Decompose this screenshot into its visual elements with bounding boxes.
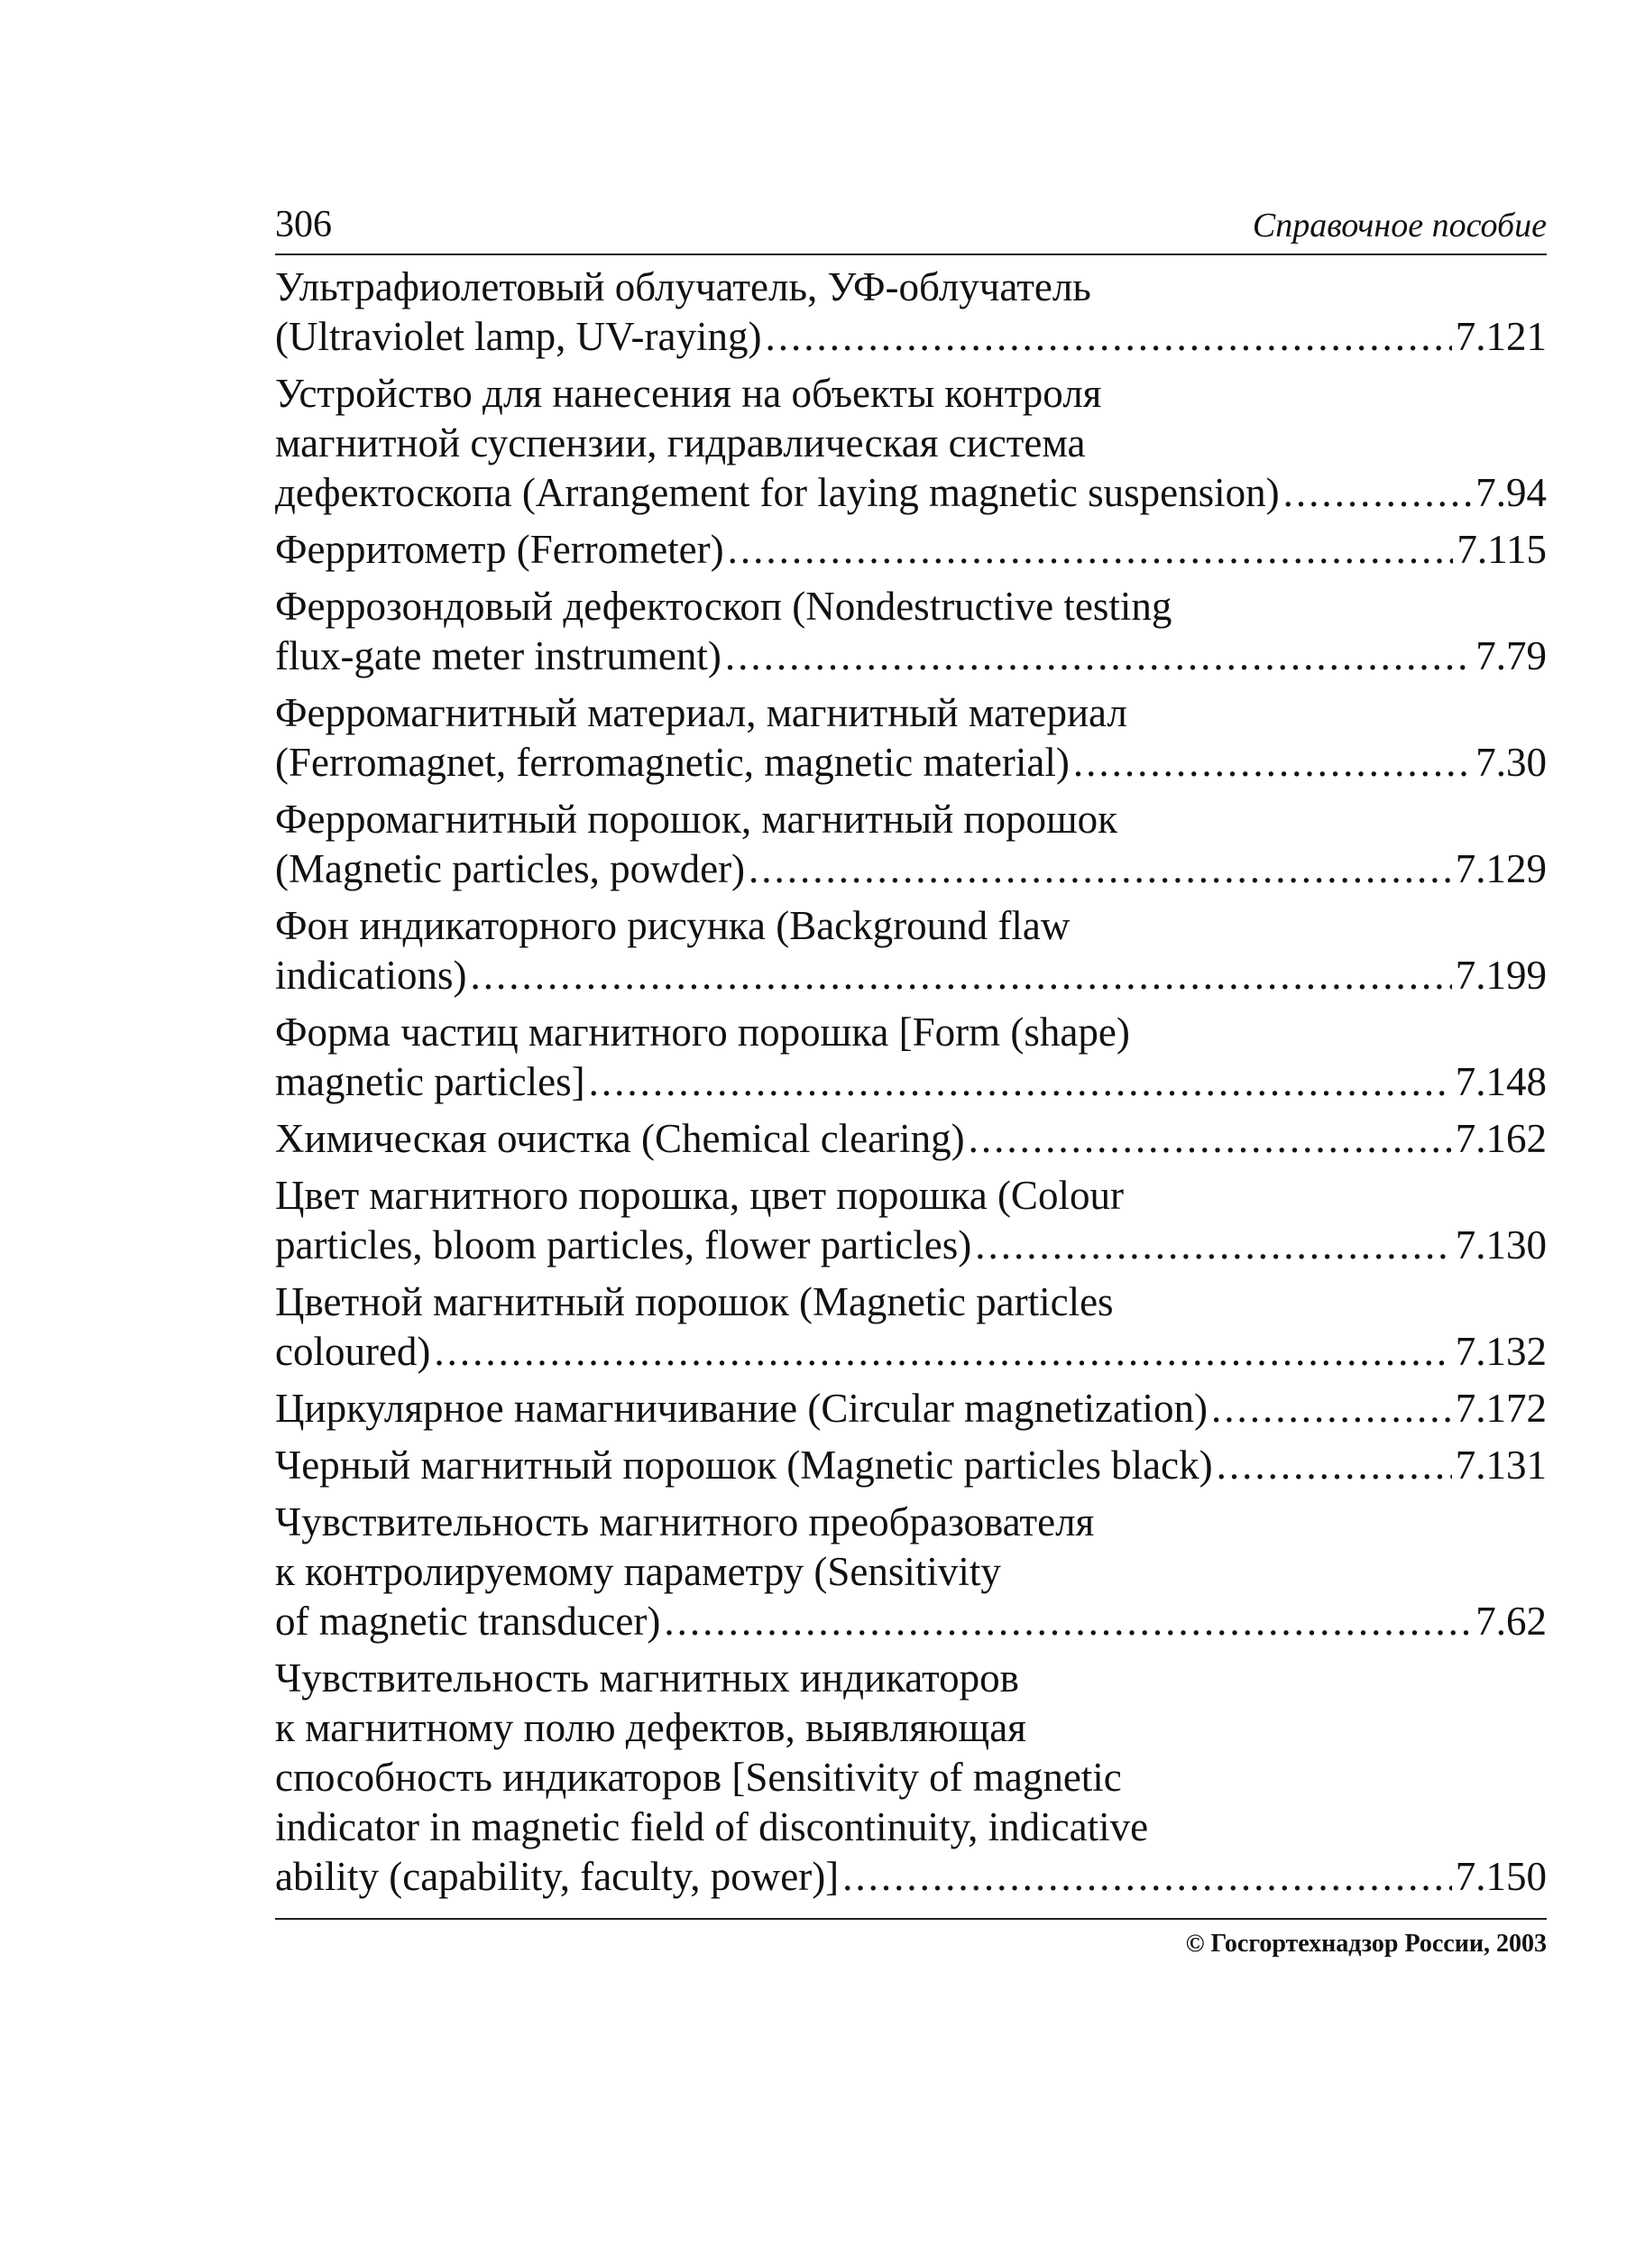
section-reference: 7.132 [1455, 1329, 1547, 1374]
dot-leader [725, 632, 1472, 681]
entry-text-line: дефектоскопа (Arrangement for laying magnetic suspension) [275, 470, 1280, 515]
index-entry [275, 369, 1547, 518]
dot-leader [589, 1057, 1452, 1107]
dot-leader [664, 1597, 1472, 1646]
section-reference: 7.148 [1455, 1059, 1547, 1104]
header-title: Справочное пособие [1252, 207, 1547, 244]
entry-text-line: Фон индикаторного рисунка (Background flaw [275, 903, 1071, 948]
dot-leader [1283, 468, 1473, 518]
entry-text-line: Ферромагнитный материал, магнитный материал [275, 690, 1127, 735]
entry-text-line: particles, bloom particles, flower particles) [275, 1222, 972, 1268]
entry-text-line: Чувствительность магнитных индикаторов [275, 1655, 1019, 1701]
dot-leader [1073, 738, 1472, 788]
page [275, 203, 1547, 1959]
index-entry [275, 1171, 1547, 1270]
entry-last-line [275, 1852, 1547, 1902]
index-entry [275, 688, 1547, 788]
entry-text-line: Форма частиц магнитного порошка [Form (shape) [275, 1010, 1130, 1055]
entry-last-line [275, 844, 1547, 894]
section-reference: 7.30 [1475, 740, 1547, 785]
section-reference: 7.115 [1457, 527, 1547, 572]
entry-text-line: Черный магнитный порошок (Magnetic particles black) [275, 1443, 1213, 1488]
entry-text-line: ability (capability, faculty, power)] [275, 1854, 840, 1899]
entry-last-line [275, 951, 1547, 1000]
running-header [275, 203, 1547, 255]
section-reference: 7.130 [1455, 1222, 1547, 1268]
entry-text-line: (Ferromagnet, ferromagnetic, magnetic material) [275, 740, 1070, 785]
section-reference: 7.94 [1475, 470, 1547, 515]
dot-leader [1217, 1441, 1452, 1490]
entry-last-line [275, 525, 1547, 575]
entry-last-line [275, 1327, 1547, 1377]
dot-leader [434, 1327, 1451, 1377]
entry-text-line: Цветной магнитный порошок (Magnetic particles [275, 1279, 1114, 1324]
entry-text-line: Чувствительность магнитного преобразователя [275, 1499, 1095, 1544]
index-entry [275, 795, 1547, 894]
section-reference: 7.121 [1455, 314, 1547, 359]
entry-last-line [275, 1057, 1547, 1107]
entry-text-line: (Ultraviolet lamp, UV-raying) [275, 314, 762, 359]
index-entry [275, 1498, 1547, 1646]
dot-leader [1211, 1384, 1452, 1434]
page-number: 306 [275, 204, 332, 245]
entry-text-line: Химическая очистка (Chemical clearing) [275, 1116, 965, 1161]
index-entry [275, 1384, 1547, 1434]
entry-text-line: flux-gate meter instrument) [275, 633, 721, 678]
entry-text-line: способность индикаторов [Sensitivity of magnetic [275, 1755, 1122, 1800]
section-reference: 7.172 [1455, 1386, 1547, 1431]
section-reference: 7.129 [1455, 846, 1547, 891]
entry-last-line [275, 1597, 1547, 1646]
dot-leader [842, 1852, 1452, 1902]
section-reference: 7.199 [1455, 953, 1547, 998]
entry-text-line: coloured) [275, 1329, 431, 1374]
entry-text-line: Цвет магнитного порошка, цвет порошка (Colour [275, 1173, 1124, 1218]
entry-last-line [275, 468, 1547, 518]
entry-text-line: indicator in magnetic field of discontinuity, indicative [275, 1804, 1149, 1849]
entry-text-line: магнитной суспензии, гидравлическая система [275, 420, 1086, 466]
entry-text-line: Феррозондовый дефектоскоп (Nondestructive testing [275, 584, 1172, 629]
entry-text-line: (Magnetic particles, powder) [275, 846, 746, 891]
entry-text-line: of magnetic transducer) [275, 1599, 661, 1644]
entry-text-line: Ферромагнитный порошок, магнитный порошок [275, 797, 1118, 842]
dot-leader [969, 1114, 1452, 1164]
index-entry [275, 582, 1547, 681]
index-entry [275, 263, 1547, 362]
dot-leader [765, 312, 1451, 362]
entry-text-line: indications) [275, 953, 467, 998]
entry-last-line [275, 1221, 1547, 1270]
section-reference: 7.131 [1455, 1443, 1547, 1488]
section-reference: 7.79 [1475, 633, 1547, 678]
entry-text-line: к магнитному полю дефектов, выявляющая [275, 1705, 1026, 1750]
index-entries [275, 263, 1547, 1902]
dot-leader [470, 951, 1451, 1000]
entry-last-line [275, 312, 1547, 362]
entry-last-line [275, 1384, 1547, 1434]
entry-text-line: Ферритометр (Ferrometer) [275, 527, 724, 572]
index-entry [275, 1441, 1547, 1490]
index-entry [275, 1114, 1547, 1164]
section-reference: 7.62 [1475, 1599, 1547, 1644]
entry-text-line: Ультрафиолетовый облучатель, УФ-облучатель [275, 264, 1091, 309]
entry-text-line: Циркулярное намагничивание (Circular magnetization) [275, 1386, 1208, 1431]
entry-text-line: Устройство для нанесения на объекты контроля [275, 371, 1102, 416]
entry-last-line [275, 1114, 1547, 1164]
dot-leader [749, 844, 1452, 894]
index-entry [275, 1654, 1547, 1902]
entry-last-line [275, 738, 1547, 788]
entry-text-line: к контролируемому параметру (Sensitivity [275, 1549, 1001, 1594]
entry-text-line: magnetic particles] [275, 1059, 585, 1104]
section-reference: 7.162 [1455, 1116, 1547, 1161]
section-reference: 7.150 [1455, 1854, 1547, 1899]
dot-leader [975, 1221, 1452, 1270]
index-entry [275, 1277, 1547, 1377]
index-entry [275, 1008, 1547, 1107]
dot-leader [728, 525, 1454, 575]
entry-last-line [275, 1441, 1547, 1490]
entry-last-line [275, 632, 1547, 681]
index-entry [275, 525, 1547, 575]
copyright-footer: © Госгортехнадзор России, 2003 [275, 1918, 1547, 1959]
index-entry [275, 901, 1547, 1000]
